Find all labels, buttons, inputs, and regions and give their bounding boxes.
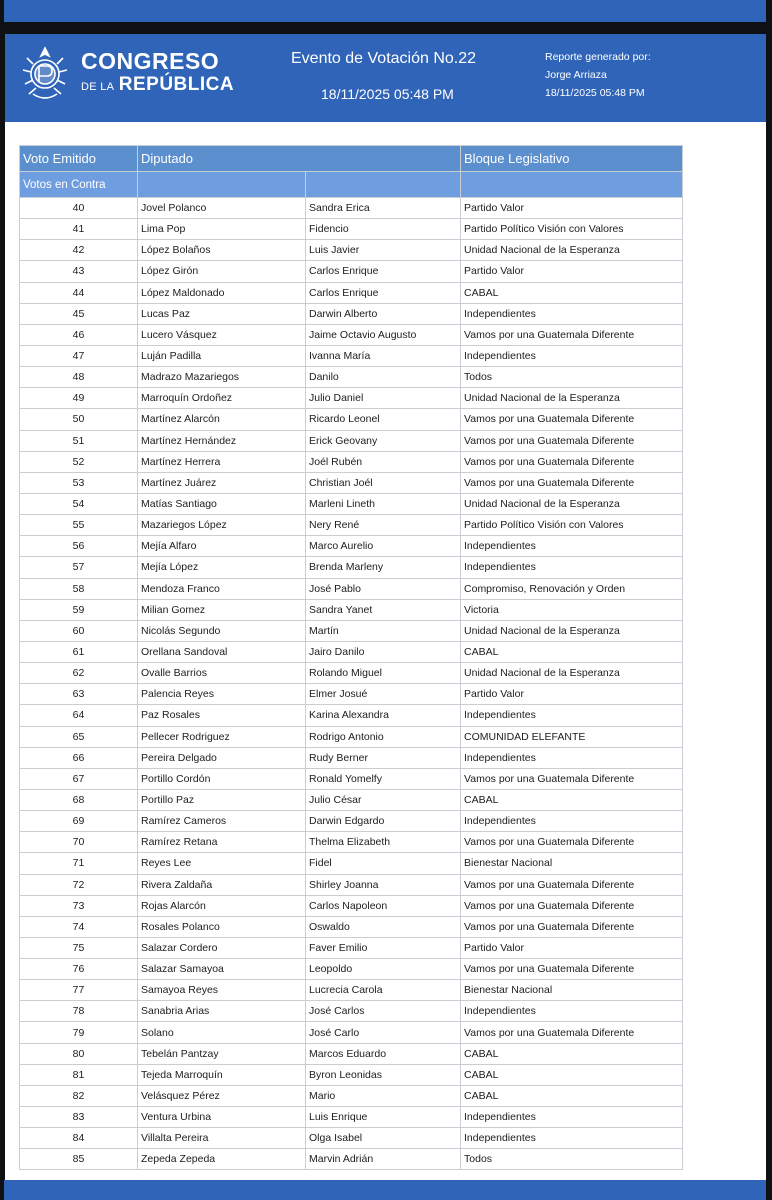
table-row	[20, 811, 683, 832]
bloc-cell: CABAL	[461, 1064, 683, 1085]
vote-number-cell: 74	[20, 916, 138, 937]
bloc-cell: Vamos por una Guatemala Diferente	[461, 916, 683, 937]
table-row	[20, 198, 683, 219]
vote-number-cell: 83	[20, 1107, 138, 1128]
deputy-firstname-cell: Mario	[306, 1085, 461, 1106]
deputy-lastname-cell: Samayoa Reyes	[138, 980, 306, 1001]
deputy-lastname-cell: Matías Santiago	[138, 493, 306, 514]
deputy-firstname-cell: Carlos Napoleon	[306, 895, 461, 916]
bloc-cell: Vamos por una Guatemala Diferente	[461, 324, 683, 345]
table-row	[20, 1043, 683, 1064]
deputy-firstname-cell: Nery René	[306, 515, 461, 536]
deputy-firstname-cell: Joél Rubén	[306, 451, 461, 472]
bloc-cell: Unidad Nacional de la Esperanza	[461, 240, 683, 261]
table-row	[20, 916, 683, 937]
table-row	[20, 768, 683, 789]
deputy-firstname-cell: Sandra Yanet	[306, 599, 461, 620]
vote-number-cell: 46	[20, 324, 138, 345]
vote-number-cell: 69	[20, 811, 138, 832]
vote-number-cell: 82	[20, 1085, 138, 1106]
table-row	[20, 959, 683, 980]
vote-number-cell: 55	[20, 515, 138, 536]
bloc-cell: Todos	[461, 367, 683, 388]
bloc-cell: Independientes	[461, 303, 683, 324]
deputy-firstname-cell: Marcos Eduardo	[306, 1043, 461, 1064]
deputy-firstname-cell: Faver Emilio	[306, 937, 461, 958]
bloc-cell: Independientes	[461, 811, 683, 832]
report-page	[5, 34, 766, 1180]
column-header-deputy: Diputado	[138, 146, 461, 172]
deputy-lastname-cell: Ovalle Barrios	[138, 663, 306, 684]
bloc-cell: Unidad Nacional de la Esperanza	[461, 620, 683, 641]
bloc-cell: CABAL	[461, 282, 683, 303]
vote-number-cell: 56	[20, 536, 138, 557]
deputy-lastname-cell: López Girón	[138, 261, 306, 282]
deputy-firstname-cell: Danilo	[306, 367, 461, 388]
deputy-firstname-cell: Leopoldo	[306, 959, 461, 980]
deputy-lastname-cell: Mendoza Franco	[138, 578, 306, 599]
deputy-firstname-cell: José Pablo	[306, 578, 461, 599]
table-row	[20, 578, 683, 599]
table-row	[20, 663, 683, 684]
table-row	[20, 895, 683, 916]
deputy-lastname-cell: Portillo Paz	[138, 789, 306, 810]
table-row	[20, 240, 683, 261]
bloc-cell: CABAL	[461, 1043, 683, 1064]
vote-number-cell: 51	[20, 430, 138, 451]
deputy-firstname-cell: Oswaldo	[306, 916, 461, 937]
vote-number-cell: 64	[20, 705, 138, 726]
deputy-lastname-cell: Marroquín Ordoñez	[138, 388, 306, 409]
deputy-firstname-cell: Christian Joél	[306, 472, 461, 493]
vote-number-cell: 58	[20, 578, 138, 599]
table-row	[20, 726, 683, 747]
vote-number-cell: 68	[20, 789, 138, 810]
report-label: Reporte generado por:	[545, 51, 651, 63]
table-row	[20, 451, 683, 472]
table-row	[20, 430, 683, 451]
deputy-firstname-cell: Lucrecia Carola	[306, 980, 461, 1001]
deputy-lastname-cell: Villalta Pereira	[138, 1128, 306, 1149]
bloc-cell: Independientes	[461, 1128, 683, 1149]
bloc-cell: CABAL	[461, 789, 683, 810]
table-row	[20, 684, 683, 705]
deputy-lastname-cell: Mazariegos López	[138, 515, 306, 536]
vote-number-cell: 41	[20, 219, 138, 240]
bloc-cell: Vamos por una Guatemala Diferente	[461, 832, 683, 853]
deputy-lastname-cell: Tejeda Marroquín	[138, 1064, 306, 1085]
table-row	[20, 493, 683, 514]
bloc-cell: CABAL	[461, 1085, 683, 1106]
deputy-lastname-cell: Ramírez Cameros	[138, 811, 306, 832]
event-date: 18/11/2025 05:48 PM	[321, 86, 454, 102]
table-row	[20, 980, 683, 1001]
vote-number-cell: 84	[20, 1128, 138, 1149]
table-row	[20, 282, 683, 303]
deputy-lastname-cell: Ventura Urbina	[138, 1107, 306, 1128]
bloc-cell: Vamos por una Guatemala Diferente	[461, 451, 683, 472]
table-row	[20, 1107, 683, 1128]
logo-line-2-small: DE LA	[81, 81, 115, 93]
deputy-lastname-cell: Martínez Herrera	[138, 451, 306, 472]
deputy-lastname-cell: Martínez Hernández	[138, 430, 306, 451]
section-row	[20, 172, 683, 198]
vote-number-cell: 62	[20, 663, 138, 684]
table-row	[20, 219, 683, 240]
bloc-cell: Partido Valor	[461, 684, 683, 705]
table-row	[20, 1001, 683, 1022]
table-row	[20, 261, 683, 282]
table-row	[20, 853, 683, 874]
deputy-lastname-cell: Mejía López	[138, 557, 306, 578]
vote-number-cell: 53	[20, 472, 138, 493]
vote-number-cell: 61	[20, 641, 138, 662]
column-header-vote: Voto Emitido	[20, 146, 138, 172]
vote-number-cell: 44	[20, 282, 138, 303]
deputy-firstname-cell: Sandra Erica	[306, 198, 461, 219]
deputy-firstname-cell: Luis Javier	[306, 240, 461, 261]
congress-seal-icon	[19, 44, 71, 106]
logo-line-1: CONGRESO	[81, 48, 220, 74]
vote-number-cell: 78	[20, 1001, 138, 1022]
table-row	[20, 705, 683, 726]
deputy-firstname-cell: Rudy Berner	[306, 747, 461, 768]
congress-logo	[81, 50, 234, 94]
deputy-lastname-cell: Ramírez Retana	[138, 832, 306, 853]
bloc-cell: Independientes	[461, 705, 683, 726]
deputy-firstname-cell: Marco Aurelio	[306, 536, 461, 557]
vote-number-cell: 63	[20, 684, 138, 705]
table-row	[20, 409, 683, 430]
deputy-firstname-cell: Thelma Elizabeth	[306, 832, 461, 853]
deputy-firstname-cell: Luis Enrique	[306, 1107, 461, 1128]
deputy-lastname-cell: Reyes Lee	[138, 853, 306, 874]
table-row	[20, 557, 683, 578]
section-empty-cell	[138, 172, 306, 198]
table-row	[20, 874, 683, 895]
deputy-firstname-cell: Elmer Josué	[306, 684, 461, 705]
deputy-lastname-cell: López Maldonado	[138, 282, 306, 303]
table-row	[20, 641, 683, 662]
table-row	[20, 388, 683, 409]
vote-number-cell: 45	[20, 303, 138, 324]
deputy-lastname-cell: Milian Gomez	[138, 599, 306, 620]
vote-number-cell: 59	[20, 599, 138, 620]
bloc-cell: Bienestar Nacional	[461, 980, 683, 1001]
vote-number-cell: 54	[20, 493, 138, 514]
bloc-cell: Unidad Nacional de la Esperanza	[461, 388, 683, 409]
bloc-cell: Unidad Nacional de la Esperanza	[461, 663, 683, 684]
bloc-cell: Independientes	[461, 1001, 683, 1022]
deputy-firstname-cell: Ivanna María	[306, 345, 461, 366]
deputy-lastname-cell: Solano	[138, 1022, 306, 1043]
table-row	[20, 345, 683, 366]
vote-number-cell: 49	[20, 388, 138, 409]
vote-number-cell: 85	[20, 1149, 138, 1170]
vote-number-cell: 77	[20, 980, 138, 1001]
deputy-lastname-cell: Sanabria Arias	[138, 1001, 306, 1022]
deputy-firstname-cell: Rolando Miguel	[306, 663, 461, 684]
vote-number-cell: 81	[20, 1064, 138, 1085]
vote-number-cell: 60	[20, 620, 138, 641]
vote-number-cell: 40	[20, 198, 138, 219]
deputy-lastname-cell: Rivera Zaldaña	[138, 874, 306, 895]
deputy-lastname-cell: Luján Padilla	[138, 345, 306, 366]
table-row	[20, 747, 683, 768]
deputy-firstname-cell: Marvin Adrián	[306, 1149, 461, 1170]
deputy-firstname-cell: Ricardo Leonel	[306, 409, 461, 430]
table-row	[20, 1085, 683, 1106]
deputy-lastname-cell: Salazar Samayoa	[138, 959, 306, 980]
section-empty-cell	[306, 172, 461, 198]
bloc-cell: Vamos por una Guatemala Diferente	[461, 1022, 683, 1043]
deputy-firstname-cell: Carlos Enrique	[306, 282, 461, 303]
vote-number-cell: 76	[20, 959, 138, 980]
deputy-lastname-cell: Jovel Polanco	[138, 198, 306, 219]
deputy-lastname-cell: López Bolaños	[138, 240, 306, 261]
vote-number-cell: 80	[20, 1043, 138, 1064]
bloc-cell: Vamos por una Guatemala Diferente	[461, 409, 683, 430]
table-header-row	[20, 146, 683, 172]
table-row	[20, 789, 683, 810]
vote-number-cell: 48	[20, 367, 138, 388]
table-row	[20, 599, 683, 620]
deputy-lastname-cell: Madrazo Mazariegos	[138, 367, 306, 388]
deputy-lastname-cell: Velásquez Pérez	[138, 1085, 306, 1106]
deputy-lastname-cell: Lima Pop	[138, 219, 306, 240]
vote-number-cell: 79	[20, 1022, 138, 1043]
table-row	[20, 1064, 683, 1085]
vote-number-cell: 65	[20, 726, 138, 747]
top-bar	[4, 0, 766, 22]
logo-line-2	[81, 75, 234, 94]
deputy-firstname-cell: Karina Alexandra	[306, 705, 461, 726]
deputy-lastname-cell: Pellecer Rodriguez	[138, 726, 306, 747]
bloc-cell: Vamos por una Guatemala Diferente	[461, 472, 683, 493]
deputy-firstname-cell: Carlos Enrique	[306, 261, 461, 282]
table-row	[20, 515, 683, 536]
deputy-lastname-cell: Paz Rosales	[138, 705, 306, 726]
deputy-lastname-cell: Rojas Alarcón	[138, 895, 306, 916]
votes-table	[19, 145, 683, 1170]
section-label: Votos en Contra	[20, 172, 138, 198]
deputy-firstname-cell: Fidencio	[306, 219, 461, 240]
deputy-lastname-cell: Orellana Sandoval	[138, 641, 306, 662]
deputy-lastname-cell: Lucas Paz	[138, 303, 306, 324]
deputy-firstname-cell: Byron Leonidas	[306, 1064, 461, 1085]
deputy-firstname-cell: Darwin Alberto	[306, 303, 461, 324]
vote-number-cell: 43	[20, 261, 138, 282]
bloc-cell: Unidad Nacional de la Esperanza	[461, 493, 683, 514]
deputy-firstname-cell: José Carlos	[306, 1001, 461, 1022]
deputy-firstname-cell: Fidel	[306, 853, 461, 874]
table-row	[20, 620, 683, 641]
event-title: Evento de Votación No.22	[291, 50, 477, 67]
bloc-cell: Independientes	[461, 747, 683, 768]
table-row	[20, 937, 683, 958]
bloc-cell: CABAL	[461, 641, 683, 662]
deputy-firstname-cell: Martín	[306, 620, 461, 641]
bloc-cell: Victoria	[461, 599, 683, 620]
logo-line-2-big: REPÚBLICA	[118, 74, 235, 95]
bloc-cell: Vamos por una Guatemala Diferente	[461, 768, 683, 789]
vote-number-cell: 66	[20, 747, 138, 768]
bloc-cell: Vamos por una Guatemala Diferente	[461, 430, 683, 451]
deputy-lastname-cell: Zepeda Zepeda	[138, 1149, 306, 1170]
report-date: 18/11/2025 05:48 PM	[545, 87, 645, 99]
deputy-lastname-cell: Rosales Polanco	[138, 916, 306, 937]
bloc-cell: Partido Político Visión con Valores	[461, 219, 683, 240]
table-row	[20, 536, 683, 557]
bloc-cell: Vamos por una Guatemala Diferente	[461, 895, 683, 916]
deputy-lastname-cell: Tebelán Pantzay	[138, 1043, 306, 1064]
bloc-cell: Independientes	[461, 557, 683, 578]
vote-number-cell: 70	[20, 832, 138, 853]
deputy-firstname-cell: Ronald Yomelfy	[306, 768, 461, 789]
deputy-lastname-cell: Mejía Alfaro	[138, 536, 306, 557]
vote-number-cell: 67	[20, 768, 138, 789]
deputy-firstname-cell: José Carlo	[306, 1022, 461, 1043]
deputy-firstname-cell: Brenda Marleny	[306, 557, 461, 578]
bloc-cell: Todos	[461, 1149, 683, 1170]
report-user: Jorge Arriaza	[545, 69, 607, 81]
deputy-firstname-cell: Olga Isabel	[306, 1128, 461, 1149]
report-info	[545, 48, 651, 102]
deputy-lastname-cell: Salazar Cordero	[138, 937, 306, 958]
deputy-lastname-cell: Nicolás Segundo	[138, 620, 306, 641]
deputy-firstname-cell: Erick Geovany	[306, 430, 461, 451]
vote-number-cell: 42	[20, 240, 138, 261]
deputy-firstname-cell: Darwin Edgardo	[306, 811, 461, 832]
bloc-cell: Partido Valor	[461, 937, 683, 958]
bloc-cell: COMUNIDAD ELEFANTE	[461, 726, 683, 747]
bloc-cell: Bienestar Nacional	[461, 853, 683, 874]
vote-number-cell: 71	[20, 853, 138, 874]
vote-number-cell: 52	[20, 451, 138, 472]
bloc-cell: Compromiso, Renovación y Orden	[461, 578, 683, 599]
table-body	[20, 198, 683, 1170]
bloc-cell: Vamos por una Guatemala Diferente	[461, 874, 683, 895]
table-row	[20, 832, 683, 853]
bloc-cell: Vamos por una Guatemala Diferente	[461, 959, 683, 980]
table-row	[20, 1128, 683, 1149]
report-header	[5, 34, 766, 122]
bloc-cell: Partido Político Visión con Valores	[461, 515, 683, 536]
bloc-cell: Independientes	[461, 345, 683, 366]
vote-number-cell: 75	[20, 937, 138, 958]
table-row	[20, 1022, 683, 1043]
deputy-lastname-cell: Portillo Cordón	[138, 768, 306, 789]
bloc-cell: Partido Valor	[461, 198, 683, 219]
deputy-firstname-cell: Julio César	[306, 789, 461, 810]
bloc-cell: Independientes	[461, 536, 683, 557]
bloc-cell: Independientes	[461, 1107, 683, 1128]
table-row	[20, 324, 683, 345]
deputy-firstname-cell: Jaime Octavio Augusto	[306, 324, 461, 345]
table-row	[20, 1149, 683, 1170]
deputy-firstname-cell: Julio Daniel	[306, 388, 461, 409]
deputy-lastname-cell: Lucero Vásquez	[138, 324, 306, 345]
deputy-firstname-cell: Jairo Danilo	[306, 641, 461, 662]
table-row	[20, 303, 683, 324]
deputy-firstname-cell: Shirley Joanna	[306, 874, 461, 895]
deputy-lastname-cell: Martínez Juárez	[138, 472, 306, 493]
vote-number-cell: 73	[20, 895, 138, 916]
bloc-cell: Partido Valor	[461, 261, 683, 282]
vote-number-cell: 72	[20, 874, 138, 895]
deputy-firstname-cell: Rodrigo Antonio	[306, 726, 461, 747]
section-empty-cell	[461, 172, 683, 198]
vote-number-cell: 47	[20, 345, 138, 366]
table-row	[20, 472, 683, 493]
bottom-bar	[4, 1180, 766, 1200]
deputy-lastname-cell: Martínez Alarcón	[138, 409, 306, 430]
column-header-bloc: Bloque Legislativo	[461, 146, 683, 172]
vote-number-cell: 50	[20, 409, 138, 430]
deputy-firstname-cell: Marleni Lineth	[306, 493, 461, 514]
deputy-lastname-cell: Pereira Delgado	[138, 747, 306, 768]
deputy-lastname-cell: Palencia Reyes	[138, 684, 306, 705]
vote-number-cell: 57	[20, 557, 138, 578]
table-row	[20, 367, 683, 388]
